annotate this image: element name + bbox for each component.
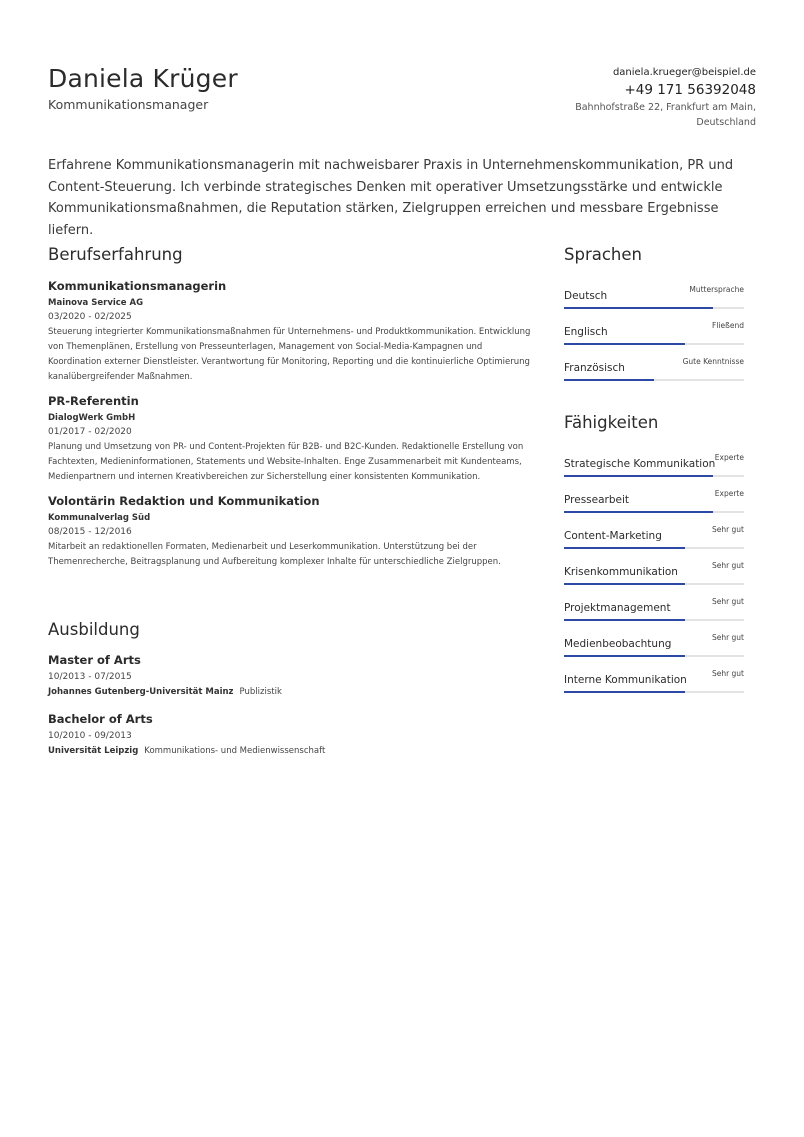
education-section-title: Ausbildung (48, 620, 140, 639)
job-position: PR-Referentin (48, 394, 139, 408)
skills-section-title: Fähigkeiten (564, 413, 659, 432)
education-item (48, 711, 533, 759)
skill-item (564, 628, 744, 664)
education-institution: Johannes Gutenberg-Universität Mainz (48, 687, 234, 697)
skill-level-track (564, 475, 744, 477)
skill-level-fill (564, 655, 685, 657)
skill-level: Sehr gut (711, 633, 744, 642)
skill-name: Projektmanagement (564, 602, 671, 614)
contact-email[interactable]: daniela.krueger@beispiel.de (612, 67, 756, 78)
skill-level: Sehr gut (711, 597, 744, 606)
language-level-fill (564, 343, 685, 345)
skill-item (564, 520, 744, 556)
skill-name: Interne Kommunikation (564, 674, 687, 686)
skill-level-fill (564, 619, 685, 621)
contact-address-line1: Bahnhofstraße 22, Frankfurt am Main, (575, 102, 756, 113)
skill-level: Experte (714, 453, 744, 462)
skill-name: Krisenkommunikation (564, 566, 678, 578)
skill-level-fill (564, 691, 685, 693)
candidate-name: Daniela Krüger (48, 64, 238, 93)
experience-list (48, 278, 533, 578)
experience-item (48, 393, 533, 485)
language-item (564, 280, 744, 316)
languages-section-title: Sprachen (564, 245, 642, 264)
skill-level-fill (564, 583, 685, 585)
skill-item (564, 664, 744, 700)
candidate-headline: Kommunikationsmanager (48, 97, 209, 112)
experience-section-title: Berufserfahrung (48, 245, 183, 264)
contact-block (496, 66, 756, 130)
job-company: DialogWerk GmbH (48, 413, 136, 423)
education-institution: Universität Leipzig (48, 746, 139, 756)
language-level-track (564, 343, 744, 345)
job-dates: 08/2015 - 12/2016 (48, 527, 132, 537)
job-company: Mainova Service AG (48, 298, 144, 308)
contact-address-line2: Deutschland (696, 117, 756, 128)
education-field: Kommunikations- und Medienwissenschaft (144, 746, 326, 756)
skill-level: Sehr gut (711, 561, 744, 570)
skill-name: Pressearbeit (564, 494, 630, 506)
job-position: Kommunikationsmanagerin (48, 279, 227, 293)
education-dates: 10/2010 - 09/2013 (48, 731, 132, 741)
language-level-track (564, 307, 744, 309)
job-description: Mitarbeit an redaktionellen Formaten, Medienarbeit und Leserkommunikation. Unterstützung bei der Themenrecherche, Beitragsplanung und Aufbereitung komplexer Inhalte für unterschiedliche Zielgruppen. (48, 542, 501, 567)
job-description: Steuerung integrierter Kommunikationsmaßnahmen für Unternehmens- und Produktkommunikation. Entwicklung von Themenplänen, Erstellung von Presseunterlagen, Management von Social-Media-Kampagnen und Koordination externer Dienstleister. Verantwortung für Monitoring, Reporting und die kontinuierliche Optimierung kanalübergreifender Maßnahmen. (48, 327, 531, 382)
skill-level-track (564, 511, 744, 513)
skill-level-track (564, 619, 744, 621)
language-level: Fließend (712, 321, 744, 330)
language-level-fill (564, 307, 713, 309)
language-name: Deutsch (564, 290, 608, 302)
skill-level: Sehr gut (711, 525, 744, 534)
skill-level-track (564, 583, 744, 585)
language-item (564, 352, 744, 388)
profile-summary: Erfahrene Kommunikationsmanagerin mit nachweisbarer Praxis in Unternehmenskommunikation, PR und Content-Steuerung. Ich verbinde strategisches Denken mit operativer Umsetzungsstärke und entwickle Kommunikationsmaßnahmen, die Reputation stärken, Zielgruppen erreichen und messbare Ergebnisse liefern. (48, 158, 734, 238)
skills-list (564, 448, 744, 700)
language-name: Französisch (564, 362, 625, 374)
skill-item (564, 484, 744, 520)
education-field: Publizistik (239, 687, 282, 697)
job-description: Planung und Umsetzung von PR- und Content-Projekten für B2B- und B2C-Kunden. Redaktionelle Erstellung von Fachtexten, Medieninformationen, Statements und Website-Inhalten. Enge Zusammenarbeit mit Kundenteams, Medienpartnern und internen Kreativbereichen zur Sicherstellung einer konsistenten Kommunikation. (48, 442, 524, 482)
skill-name: Medienbeobachtung (564, 638, 672, 650)
education-degree: Master of Arts (48, 653, 141, 667)
experience-item (48, 278, 533, 385)
skill-level-track (564, 691, 744, 693)
skill-name: Content-Marketing (564, 530, 662, 542)
job-company: Kommunalverlag Süd (48, 513, 151, 523)
skill-level-fill (564, 475, 713, 477)
job-position: Volontärin Redaktion und Kommunikation (48, 494, 320, 508)
skill-level-track (564, 655, 744, 657)
education-degree: Bachelor of Arts (48, 712, 153, 726)
education-details (48, 744, 533, 759)
skill-item (564, 556, 744, 592)
language-level: Muttersprache (689, 285, 744, 294)
skill-item (564, 448, 744, 484)
skill-level-fill (564, 511, 713, 513)
skill-item (564, 592, 744, 628)
skill-name: Strategische Kommunikation (564, 458, 716, 470)
education-dates: 10/2013 - 07/2015 (48, 672, 132, 682)
skill-level-track (564, 547, 744, 549)
skill-level-fill (564, 547, 685, 549)
job-dates: 03/2020 - 02/2025 (48, 312, 132, 322)
language-level-fill (564, 379, 654, 381)
education-item (48, 652, 533, 700)
skill-level: Sehr gut (711, 669, 744, 678)
languages-list (564, 280, 744, 388)
language-level: Gute Kenntnisse (682, 357, 744, 366)
language-name: Englisch (564, 326, 608, 338)
education-details (48, 685, 533, 700)
skill-level: Experte (714, 489, 744, 498)
experience-item (48, 493, 533, 570)
language-item (564, 316, 744, 352)
contact-phone[interactable]: +49 171 56392048 (624, 82, 756, 98)
language-level-track (564, 379, 744, 381)
job-dates: 01/2017 - 02/2020 (48, 427, 132, 437)
